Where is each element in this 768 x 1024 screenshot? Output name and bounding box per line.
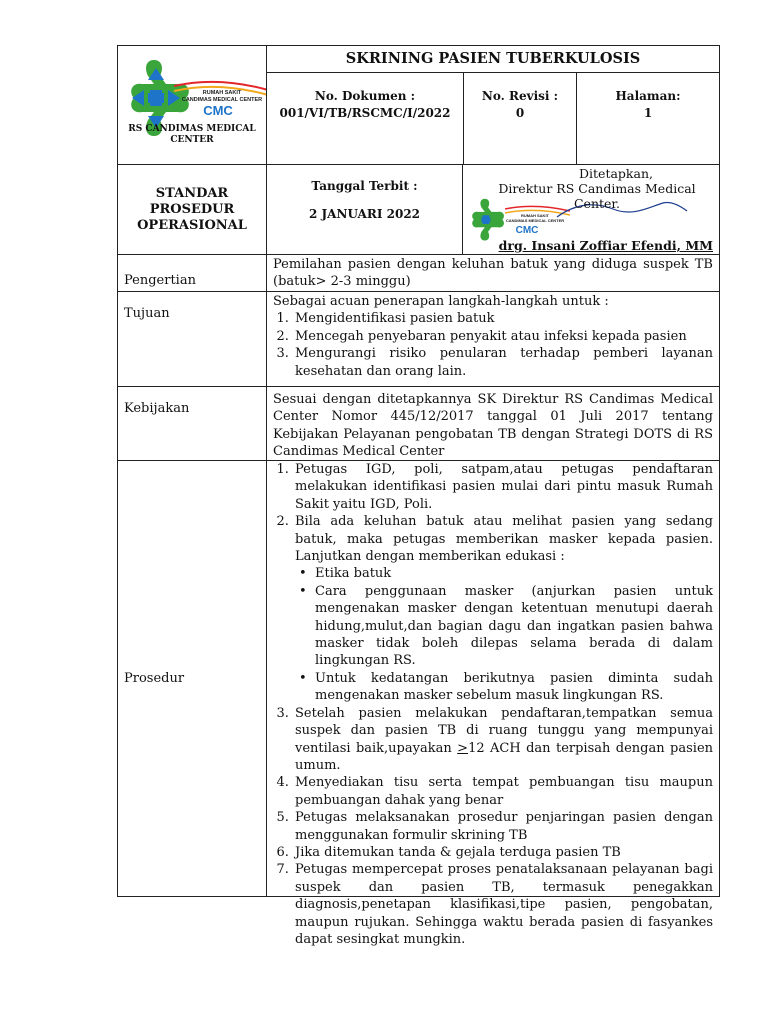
- list-item: [293, 513, 713, 704]
- date-label: Tanggal Terbit :: [311, 179, 418, 193]
- svg-text:CANDIMAS MEDICAL CENTER: CANDIMAS MEDICAL CENTER: [181, 97, 263, 103]
- list-item: 1. Petugas IGD, poli, satpam,atau petugas pendaftaran melakukan identifikasi pasien mulai dari pintu masuk Rumah Sakit yaitu IGD, Poli.: [293, 461, 713, 513]
- edu-list: [295, 565, 713, 704]
- section-tujuan: [118, 291, 719, 386]
- date-value: 2 JANUARI 2022: [308, 207, 421, 221]
- ge-symbol: >: [457, 740, 469, 756]
- list-item: 1. Mengidentifikasi pasien batuk: [293, 310, 713, 327]
- section-prosedur: [118, 460, 719, 947]
- doc-title: SKRINING PASIEN TUBERKULOSIS: [267, 46, 719, 73]
- logo-cell: [118, 46, 266, 164]
- step-text: 12 ACH dan terpisah dengan pasien umum.: [295, 740, 714, 773]
- doc-meta: [267, 73, 719, 164]
- list-item: [293, 705, 713, 775]
- section-label: Kebijakan: [124, 401, 190, 416]
- step-text: Setelah pasien melakukan pendaftaran,tempatkan semua suspek dan pasien TB di ruang tunggu yang mempunyai ventilasi baik,upayakan: [295, 705, 713, 756]
- sop-label: STANDAR PROSEDUR OPERASIONAL: [137, 186, 247, 233]
- list-item: 5. Petugas melaksanakan prosedur penjaringan pasien dengan menggunakan formulir skrining TB: [293, 809, 713, 844]
- date-cell: [266, 165, 462, 254]
- logo-text: CMC: [203, 103, 233, 118]
- section-text: Pemilahan pasien dengan keluhan batuk yang diduga suspek TB (batuk> 2-3 minggu): [266, 255, 719, 291]
- section-label: Pengertian: [124, 273, 196, 288]
- svg-text:CANDIMAS MEDICAL CENTER: CANDIMAS MEDICAL CENTER: [505, 218, 565, 223]
- section-kebijakan: [118, 386, 719, 460]
- page-value: 1: [643, 106, 653, 120]
- bullet-item: • Cara penggunaan masker (anjurkan pasien untuk mengenakan masker dengan ketentuan menutupi daerah hidung,mulut,dan bagian dagu dan ingatkan pasien bahwa masker tidak boleh dilepas selama berada di dalam lingkungan RS.: [313, 583, 713, 670]
- approved-by: Direktur RS Candimas Medical Center.: [498, 181, 696, 211]
- section-text: Sesuai dengan ditetapkannya SK Direktur RS Candimas Medical Center Nomor 445/12/2017 tanggal 01 Juli 2017 tentang Kebijakan Pelayanan pengobatan TB dengan Strategi DOTS di RS Candimas Medical Center: [266, 387, 719, 460]
- revision-cell: [463, 73, 576, 164]
- list-item: 7. Petugas mempercepat proses penatalaksanaan pelayanan bagi suspek dan pasien TB, termasuk penegakkan diagnosis,penetapan klasifikasi,tipe pasien, pengobatan, maupun rujukan. Sehingga waktu berada pasien di fasyankes dapat sesingkat mungkin.: [293, 861, 713, 948]
- doc-number-value: 001/VI/TB/RSCMC/I/2022: [279, 106, 451, 120]
- goal-list: [273, 310, 713, 380]
- step-text: Bila ada keluhan batuk atau melihat pasien yang sedang batuk, maka petugas memberikan masker kepada pasien. Lanjutkan dengan memberikan edukasi :: [295, 514, 713, 565]
- procedure-list: [273, 461, 713, 948]
- section-body: [266, 292, 719, 386]
- section-intro: Sebagai acuan penerapan langkah-langkah untuk :: [273, 294, 609, 309]
- revision-value: 0: [515, 106, 525, 120]
- section-body: [266, 461, 719, 947]
- approval-cell: [462, 165, 719, 254]
- hospital-logo: [118, 46, 266, 164]
- revision-label: No. Revisi :: [481, 89, 559, 103]
- list-item: 3. Mengurangi risiko penularan terhadap pemberi layanan kesehatan dan orang lain.: [293, 345, 713, 380]
- bullet-item: • Untuk kedatangan berikutnya pasien diminta sudah mengenakan masker sebelum masuk lingkungan RS.: [313, 670, 713, 705]
- bullet-item: • Etika batuk: [313, 565, 713, 582]
- approved-label: Ditetapkan,: [579, 166, 653, 181]
- list-item: 2. Mencegah penyebaran penyakit atau infeksi kepada pasien: [293, 328, 713, 345]
- svg-text:RUMAH SAKIT: RUMAH SAKIT: [521, 213, 549, 218]
- list-item: 6. Jika ditemukan tanda & gejala terduga pasien TB: [293, 844, 713, 861]
- section-label: Tujuan: [124, 306, 170, 321]
- sop-document: [117, 45, 720, 947]
- section-pengertian: [118, 254, 719, 291]
- page-label: Halaman:: [615, 89, 681, 103]
- list-item: 4. Menyediakan tisu serta tempat pembuangan tisu maupun pembuangan dahak yang benar: [293, 774, 713, 809]
- svg-text:CMC: CMC: [515, 225, 539, 236]
- logo-caption: RUMAH SAKIT: [202, 90, 242, 96]
- doc-number-label: No. Dokumen :: [314, 89, 416, 103]
- hospital-name: RS CANDIMAS MEDICAL CENTER: [128, 124, 256, 145]
- page-cell: [576, 73, 719, 164]
- header-right: [266, 46, 719, 164]
- section-label: Prosedur: [124, 671, 185, 686]
- header-row-2: [118, 164, 719, 254]
- header-row-1: [118, 46, 719, 164]
- doc-number-cell: [267, 73, 463, 164]
- signatory-name: drg. Insani Zoffiar Efendi, MM: [498, 238, 713, 253]
